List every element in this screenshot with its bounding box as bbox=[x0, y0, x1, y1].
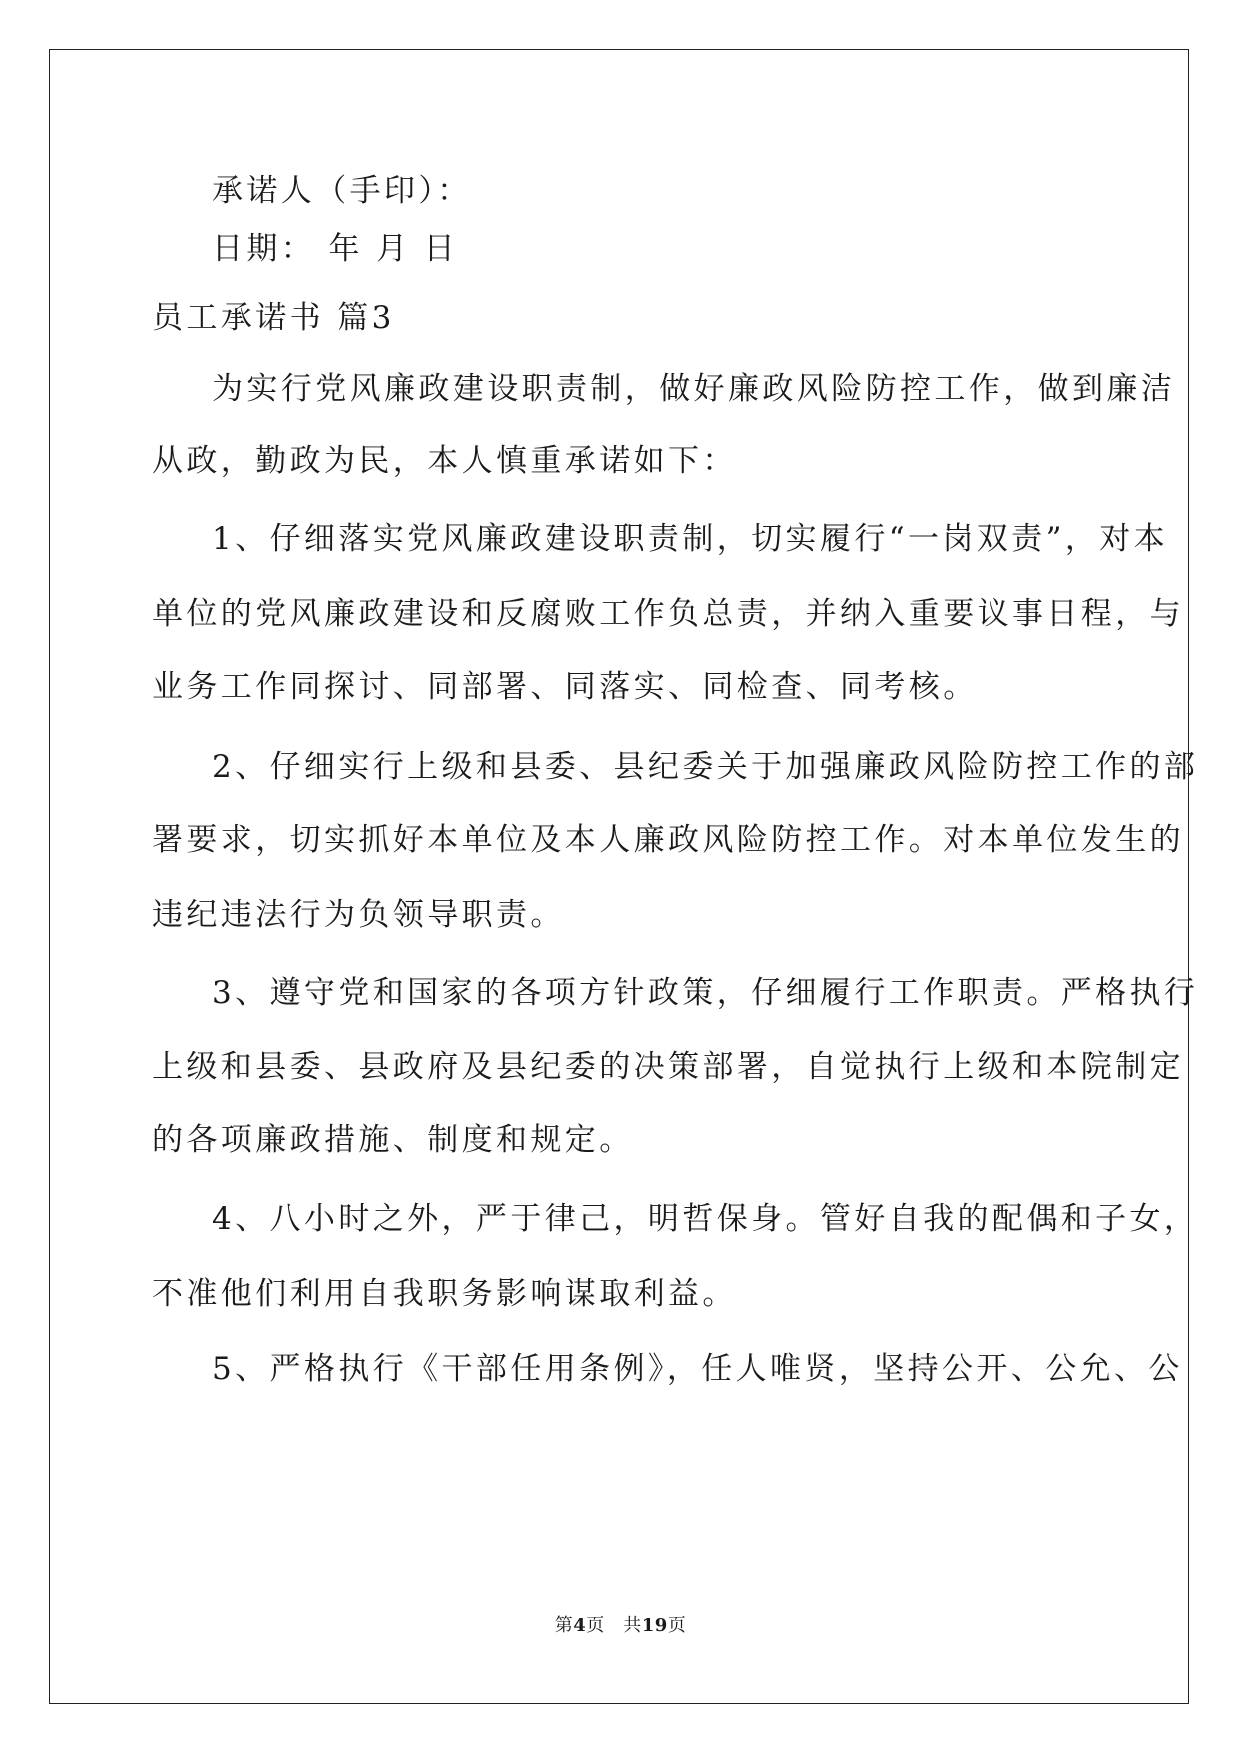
paragraph-line: 1、仔细落实党风廉政建设职责制，切实履行“一岗双责”，对本 bbox=[212, 521, 1169, 557]
paragraph-line: 上级和县委、县政府及县纪委的决策部署，自觉执行上级和本院制定 bbox=[152, 1049, 1184, 1085]
page-footer bbox=[0, 1614, 1241, 1638]
paragraph-line: 2、仔细实行上级和县委、县纪委关于加强廉政风险防控工作的部 bbox=[212, 749, 1199, 785]
paragraph-line: 从政，勤政为民，本人慎重承诺如下： bbox=[152, 443, 737, 479]
paragraph-line: 3、遵守党和国家的各项方针政策，仔细履行工作职责。严格执行 bbox=[212, 975, 1199, 1011]
paragraph-line: 违纪违法行为负领导职责。 bbox=[152, 897, 565, 933]
footer-suffix: 页 bbox=[667, 1615, 687, 1636]
paragraph-line: 业务工作同探讨、同部署、同落实、同检查、同考核。 bbox=[152, 669, 978, 705]
paragraph-line: 署要求，切实抓好本单位及本人廉政风险防控工作。对本单位发生的 bbox=[152, 822, 1184, 858]
signer-line: 承诺人（手印）： bbox=[212, 173, 472, 209]
total-page-count: 19 bbox=[641, 1615, 668, 1636]
paragraph-line: 单位的党风廉政建设和反腐败工作负总责，并纳入重要议事日程，与 bbox=[152, 596, 1184, 632]
current-page-number: 4 bbox=[573, 1615, 587, 1636]
footer-mid: 页 共 bbox=[586, 1615, 642, 1636]
date-line: 日期： 年 月 日 bbox=[212, 231, 459, 267]
paragraph-line: 4、八小时之外，严于律己，明哲保身。管好自我的配偶和子女， bbox=[212, 1201, 1199, 1237]
section-heading: 员工承诺书 篇3 bbox=[152, 300, 395, 336]
paragraph-line: 的各项廉政措施、制度和规定。 bbox=[152, 1122, 634, 1158]
paragraph-line: 不准他们利用自我职务影响谋取利益。 bbox=[152, 1276, 737, 1312]
footer-prefix: 第 bbox=[554, 1615, 574, 1636]
paragraph-line: 为实行党风廉政建设职责制，做好廉政风险防控工作，做到廉洁 bbox=[212, 371, 1176, 407]
paragraph-line: 5、严格执行《干部任用条例》，任人唯贤，坚持公开、公允、公 bbox=[212, 1351, 1183, 1387]
